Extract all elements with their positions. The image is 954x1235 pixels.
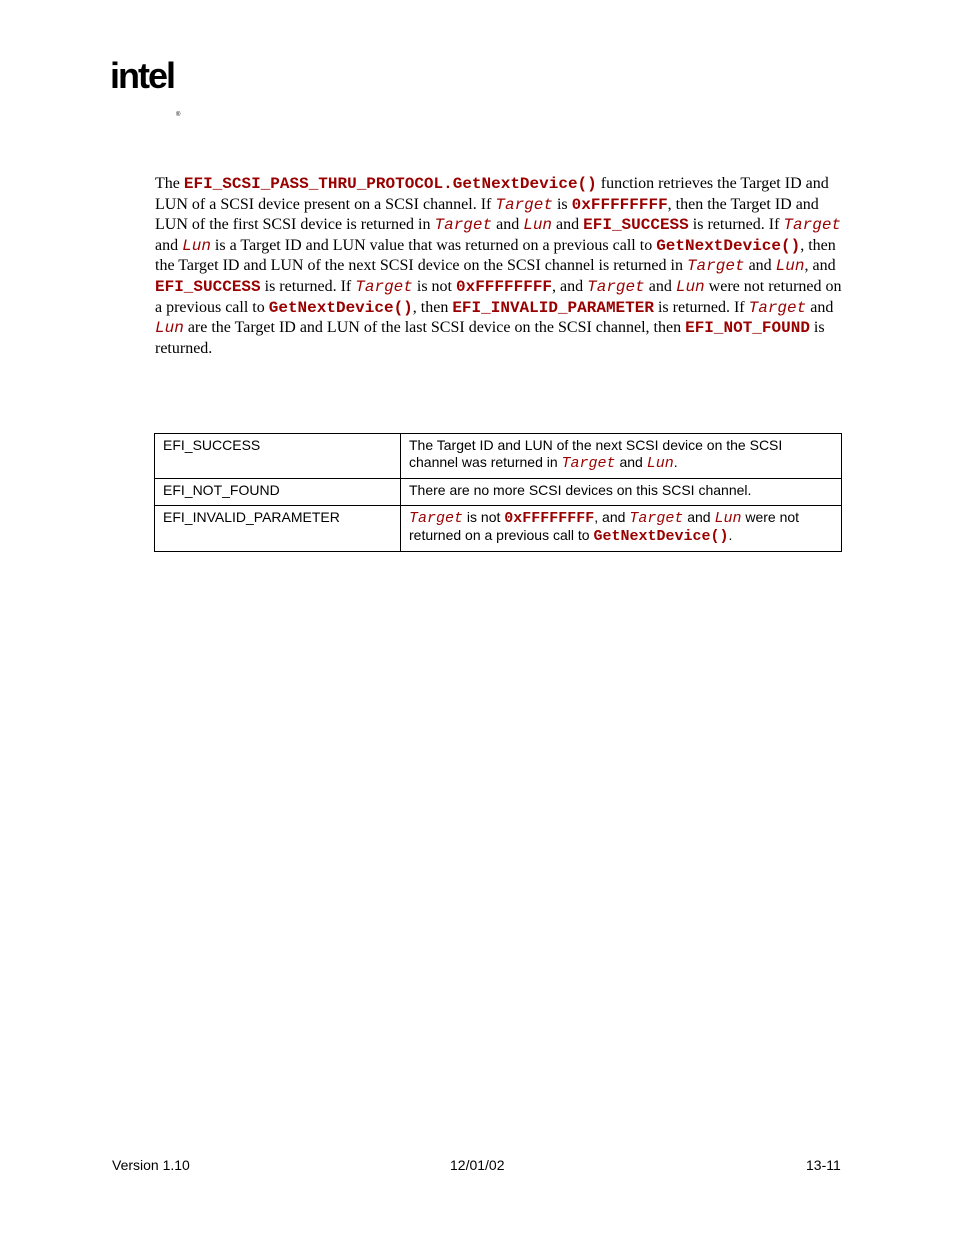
function-getnextdevice: GetNextDevice() — [656, 236, 801, 255]
text: The — [155, 175, 184, 192]
text: is returned. If — [260, 277, 356, 295]
text: is returned. If — [688, 216, 784, 234]
arg-lun: Lun — [775, 257, 805, 276]
status-code-cell: EFI_NOT_FOUND — [155, 479, 401, 506]
arg-target: Target — [748, 298, 807, 317]
text: The Target ID and LUN of the next SCSI device on the SCSI channel was returned in — [409, 437, 783, 470]
arg-lun: Lun — [675, 277, 705, 296]
footer-version: Version 1.10 — [112, 1157, 190, 1173]
status-code-cell: EFI_INVALID_PARAMETER — [155, 506, 401, 552]
text: is not — [412, 277, 456, 295]
text: is a Target ID and LUN value that was returned on a previous call to — [210, 236, 657, 254]
text: , then the Target ID and LUN of the next SCSI device on the SCSI channel is returned in — [155, 236, 836, 275]
text: function retrieves the Target ID and LUN of a SCSI device present on a SCSI channel. If — [155, 175, 829, 213]
status-code-cell: EFI_SUCCESS — [155, 434, 401, 479]
arg-lun: Lun — [182, 236, 211, 255]
text: and — [552, 216, 584, 234]
arg-target: Target — [629, 510, 684, 527]
arg-target: Target — [686, 257, 745, 276]
text: were not returned on a previous call to — [155, 277, 842, 316]
status-desc-cell: There are no more SCSI devices on this SCSI channel. — [401, 479, 842, 506]
footer-date: 12/01/02 — [450, 1157, 505, 1173]
text: is not — [463, 509, 505, 525]
text: . — [673, 454, 678, 470]
text: , then the Target ID and LUN of the first SCSI device is returned in — [155, 195, 819, 234]
arg-lun: Lun — [523, 216, 553, 235]
arg-target: Target — [495, 195, 553, 214]
function-getnextdevice: GetNextDevice() — [268, 298, 413, 317]
registered-mark: ® — [176, 112, 181, 118]
status-efi-not-found: EFI_NOT_FOUND — [685, 319, 810, 338]
text: is returned. — [155, 319, 825, 357]
arg-lun: Lun — [646, 455, 674, 472]
text: is — [552, 195, 572, 213]
arg-target: Target — [561, 455, 616, 472]
table-row — [155, 479, 842, 506]
text: and — [492, 216, 524, 234]
table-row — [155, 434, 842, 479]
text: and — [806, 298, 834, 316]
status-efi-success: EFI_SUCCESS — [155, 277, 261, 296]
const-ffffffff: 0xFFFFFFFF — [571, 195, 668, 214]
arg-lun: Lun — [155, 319, 184, 338]
status-desc-cell — [401, 434, 842, 479]
arg-target: Target — [783, 216, 842, 235]
function-name: EFI_SCSI_PASS_THRU_PROTOCOL.GetNextDevice() — [183, 175, 597, 193]
table-row — [155, 506, 842, 552]
text: were not returned on a previous call to — [409, 509, 800, 543]
text: is returned. If — [653, 298, 749, 316]
text: , and — [552, 277, 588, 295]
text: and — [615, 454, 647, 470]
status-efi-invalid-parameter: EFI_INVALID_PARAMETER — [452, 298, 654, 317]
arg-target: Target — [587, 277, 645, 296]
status-desc-cell — [401, 506, 842, 552]
const-ffffffff: 0xFFFFFFFF — [504, 510, 595, 527]
footer-page-number: 13-11 — [806, 1157, 841, 1173]
arg-lun: Lun — [714, 510, 742, 527]
text: , and — [594, 509, 630, 525]
description-paragraph — [155, 174, 845, 359]
text: , and — [804, 257, 836, 275]
function-getnextdevice: GetNextDevice() — [593, 528, 729, 545]
arg-target: Target — [355, 277, 413, 296]
arg-target: Target — [434, 216, 493, 235]
text: and — [644, 277, 676, 295]
text: and — [155, 236, 183, 254]
status-codes-table — [154, 433, 842, 552]
logo-text: intel — [110, 55, 175, 96]
text: and — [683, 509, 715, 525]
intel-logo — [110, 55, 181, 118]
status-efi-success: EFI_SUCCESS — [583, 216, 689, 235]
text: . — [728, 527, 733, 543]
text: are the Target ID and LUN of the last SCSI device on the SCSI channel, then — [183, 319, 686, 337]
const-ffffffff: 0xFFFFFFFF — [456, 277, 553, 296]
text: and — [744, 257, 776, 275]
arg-target: Target — [409, 510, 464, 527]
text: , then — [412, 298, 453, 316]
